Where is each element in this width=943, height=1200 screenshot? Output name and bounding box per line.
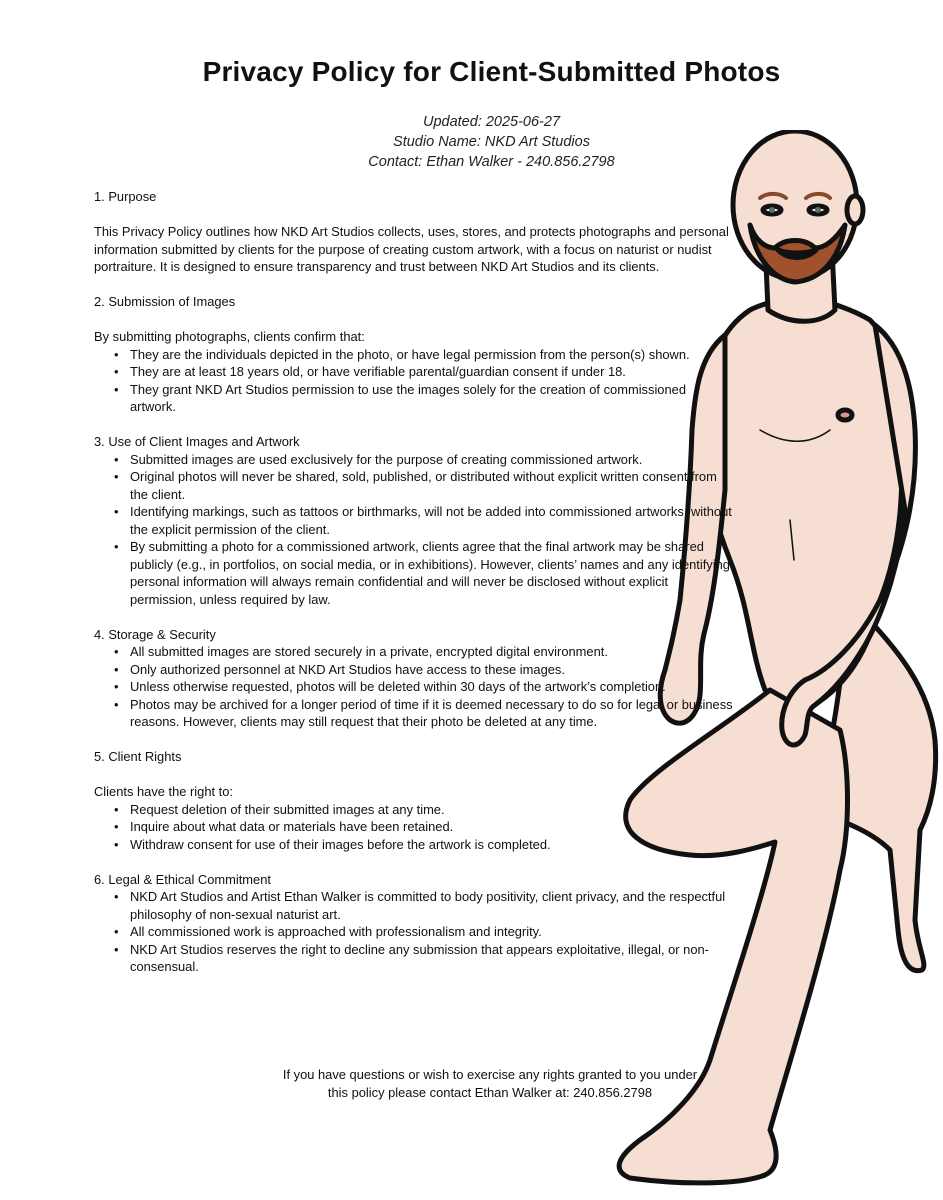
closing-note (200, 1066, 780, 1102)
rights-intro: Clients have the right to: (94, 784, 234, 799)
list-item: • Submitted images are used exclusively for the purpose of creating commissioned artwork. (94, 451, 734, 469)
list-item: • By submitting a photo for a commissioned artwork, clients agree that the final artwork may be shared publicly (e.g., in portfolios, on social media, or in exhibitions). However, clients’ names and any identifying personal information will always remain confidential and will never be disclosed without explicit permission, unless required by law. (94, 538, 734, 608)
list-item: • NKD Art Studios and Artist Ethan Walker is committed to body positivity, client privacy, and the respectful philosophy of non-sexual naturist art. (94, 888, 734, 923)
legal-list (94, 888, 734, 976)
section-heading-use: 3. Use of Client Images and Artwork (94, 434, 300, 449)
purpose-text: This Privacy Policy outlines how NKD Art Studios collects, uses, stores, and protects photographs and personal information submitted by clients for the purpose of creating custom artwork, with a focus on naturist or nudist portraiture. It is designed to ensure transparency and trust between NKD Art Studios and its clients. (94, 224, 729, 274)
studio-name: Studio Name: NKD Art Studios (393, 134, 590, 150)
document-meta (0, 112, 943, 172)
closing-line: this policy please contact Ethan Walker at: 240.856.2798 (327, 1085, 653, 1100)
list-item: • Inquire about what data or materials have been retained. (94, 818, 734, 836)
rights-list (94, 801, 734, 854)
list-item: • Original photos will never be shared, sold, published, or distributed without explicit written consent from the client. (94, 468, 734, 503)
submission-list (94, 346, 734, 416)
storage-list (94, 643, 734, 731)
list-item: • All submitted images are stored securely in a private, encrypted digital environment. (94, 643, 734, 661)
ear (847, 196, 863, 224)
list-item: • NKD Art Studios reserves the right to decline any submission that appears exploitative, illegal, or non-consensual. (94, 941, 734, 976)
list-item: • Only authorized personnel at NKD Art Studios have access to these images. (94, 661, 734, 679)
contact-info: Contact: Ethan Walker - 240.856.2798 (368, 154, 615, 170)
submission-intro: By submitting photographs, clients confirm that: (94, 329, 365, 344)
list-item: • Photos may be archived for a longer period of time if it is deemed necessary to do so for legal or business reasons. However, clients may still request that their photo be deleted at any time. (94, 696, 734, 731)
closing-line: If you have questions or wish to exercise any rights granted to you under (282, 1067, 698, 1082)
updated-date: Updated: 2025-06-27 (422, 114, 561, 130)
list-item: • They grant NKD Art Studios permission to use the images solely for the creation of commissioned artwork. (94, 381, 734, 416)
section-heading-purpose: 1. Purpose (94, 189, 157, 204)
use-list (94, 451, 734, 609)
list-item: • Unless otherwise requested, photos will be deleted within 30 days of the artwork’s completion. (94, 678, 734, 696)
mouth (778, 250, 816, 258)
section-heading-submission: 2. Submission of Images (94, 294, 236, 309)
list-item: • They are at least 18 years old, or have verifiable parental/guardian consent if under 18. (94, 363, 734, 381)
list-item: • Request deletion of their submitted images at any time. (94, 801, 734, 819)
section-heading-rights: 5. Client Rights (94, 749, 182, 764)
list-item: • Identifying markings, such as tattoos or birthmarks, will not be added into commissioned artworks, without the explicit permission of the client. (94, 503, 734, 538)
page-title: Privacy Policy for Client-Submitted Photos (202, 56, 781, 87)
section-heading-storage: 4. Storage & Security (94, 626, 216, 642)
policy-body (94, 188, 734, 976)
section-heading-legal: 6. Legal & Ethical Commitment (94, 871, 271, 887)
list-item: • All commissioned work is approached with professionalism and integrity. (94, 923, 734, 941)
list-item: • Withdraw consent for use of their images before the artwork is completed. (94, 836, 734, 854)
list-item: • They are the individuals depicted in the photo, or have legal permission from the person(s) shown. (94, 346, 734, 364)
